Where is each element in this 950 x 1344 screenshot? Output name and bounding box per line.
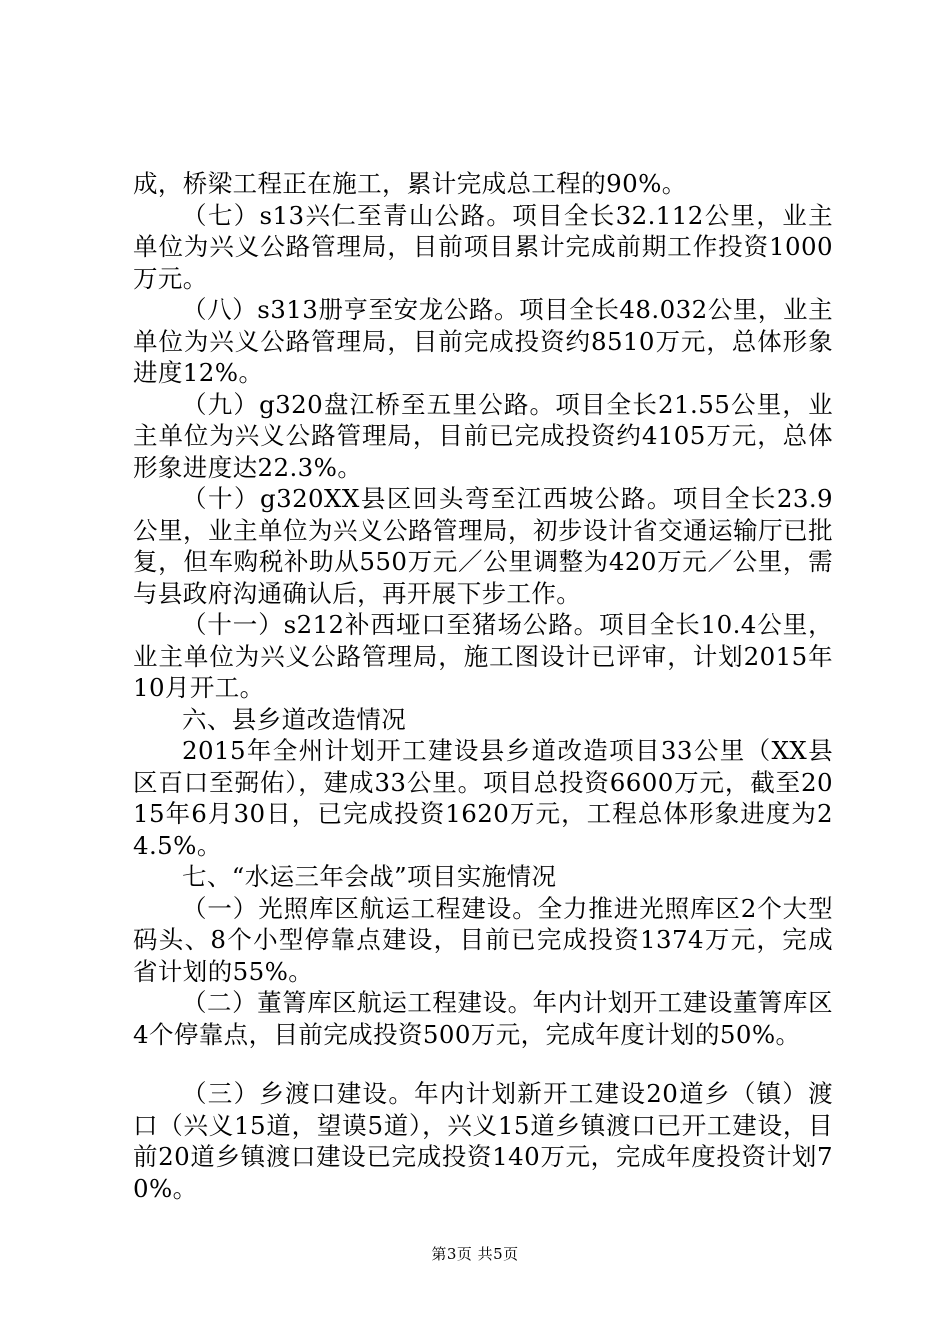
document-body <box>133 168 833 1204</box>
paragraph-section-7-item-1: （一）光照库区航运工程建设。全力推进光照库区2个大型码头、8个小型停靠点建设，目前已完成投资1374万元，完成省计划的55%。 <box>133 893 833 986</box>
page-footer: 第3页 共5页 <box>431 1245 519 1263</box>
paragraph-item-11: （十一）s212补西垭口至猪场公路。项目全长10.4公里，业主单位为兴义公路管理局，施工图设计已评审，计划2015年10月开工。 <box>133 610 833 702</box>
section-heading-7: 七、“水运三年会战”项目实施情况 <box>182 862 557 891</box>
section-heading-6: 六、县乡道改造情况 <box>182 704 407 734</box>
paragraph-item-8: （八）s313册亨至安龙公路。项目全长48.032公里，业主单位为兴义公路管理局，目前完成投资约8510万元，总体形象进度12%。 <box>133 295 833 387</box>
paragraph-section-6-body: 2015年全州计划开工建设县乡道改造项目33公里（XX县区百口至弼佑），建成33公里。项目总投资6600万元，截至2015年6月30日，已完成投资1620万元，工程总体形象进度为24.5%。 <box>133 736 833 860</box>
paragraph-continuation: 成，桥梁工程正在施工，累计完成总工程的90%。 <box>133 169 687 198</box>
paragraph-item-9: （九）g320盘江桥至五里公路。项目全长21.55公里，业主单位为兴义公路管理局，目前已完成投资约4105万元，总体形象进度达22.3%。 <box>133 389 833 482</box>
paragraph-item-7: （七）s13兴仁至青山公路。项目全长32.112公里，业主单位为兴义公路管理局，目前项目累计完成前期工作投资1000万元。 <box>133 200 833 293</box>
paragraph-item-10: （十）g320XX县区回头弯至江西坡公路。项目全长23.9公里，业主单位为兴义公路管理局，初步设计省交通运输厅已批复，但车购税补助从550万元／公里调整为420万元／公里，需与县政府沟通确认后，再开展下步工作。 <box>133 484 833 608</box>
paragraph-section-7-item-3: （三）乡渡口建设。年内计划新开工建设20道乡（镇）渡口（兴义15道，望谟5道），兴义15道乡镇渡口已开工建设，目前20道乡镇渡口建设已完成投资140万元，完成年度投资计划70%。 <box>133 1079 833 1203</box>
paragraph-section-7-item-2: （二）董箐库区航运工程建设。年内计划开工建设董箐库区4个停靠点，目前完成投资500万元，完成年度计划的50%。 <box>133 988 833 1049</box>
